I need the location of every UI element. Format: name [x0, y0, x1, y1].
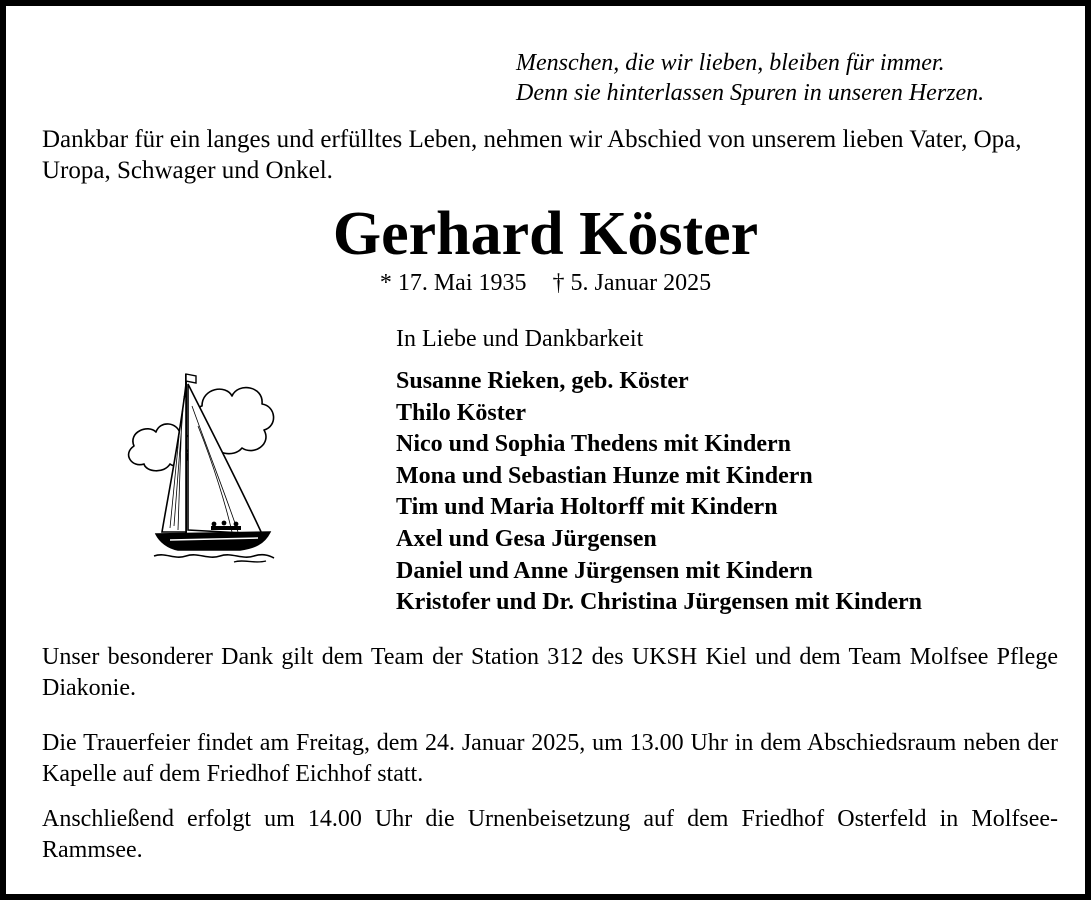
- mourners-lead: In Liebe und Dankbarkeit: [396, 326, 644, 352]
- memorial-quote: [516, 48, 984, 108]
- mourner-name: Mona und Sebastian Hunze mit Kindern: [396, 462, 813, 489]
- quote-line-2: Denn sie hinterlassen Spuren in unseren Herzen.: [516, 80, 985, 106]
- deceased-name: Gerhard Köster: [332, 200, 759, 268]
- mourner-name: Tim und Maria Holtorff mit Kindern: [396, 494, 778, 521]
- mourners-block: [396, 324, 922, 619]
- mourner-name: Kristofer und Dr. Christina Jürgensen mit Kindern: [396, 589, 923, 616]
- birth-date: * 17. Mai 1935: [379, 270, 527, 296]
- mourners-list: [396, 366, 922, 619]
- death-date: † 5. Januar 2025: [552, 270, 712, 296]
- mourner-name: Nico und Sophia Thedens mit Kindern: [396, 431, 792, 458]
- thanks-text: Unser besonderer Dank gilt dem Team der Station 312 des UKSH Kiel und dem Team Molfsee Pflege Diakonie.: [42, 644, 1058, 701]
- funeral-text: Die Trauerfeier findet am Freitag, dem 24. Januar 2025, um 13.00 Uhr in dem Abschiedsraum neben der Kapelle auf dem Friedhof Eichhof statt.: [42, 730, 1058, 787]
- life-dates: [6, 268, 1085, 298]
- burial-text: Anschließend erfolgt um 14.00 Uhr die Urnenbeisetzung auf dem Friedhof Osterfeld in Molfsee-Rammsee.: [42, 806, 1058, 863]
- quote-line-1: Menschen, die wir lieben, bleiben für immer.: [516, 50, 945, 76]
- mourner-name: Axel und Gesa Jürgensen: [396, 525, 657, 552]
- mourner-name: Thilo Köster: [396, 399, 526, 426]
- mourner-name: Daniel und Anne Jürgensen mit Kindern: [396, 557, 813, 584]
- mourner-name: Susanne Rieken, geb. Köster: [396, 368, 689, 394]
- sailboat-icon: [114, 366, 284, 566]
- intro-text: Dankbar für ein langes und erfülltes Leben, nehmen wir Abschied von unserem lieben Vater, Opa, Uropa, Schwager und Onkel.: [42, 126, 1022, 184]
